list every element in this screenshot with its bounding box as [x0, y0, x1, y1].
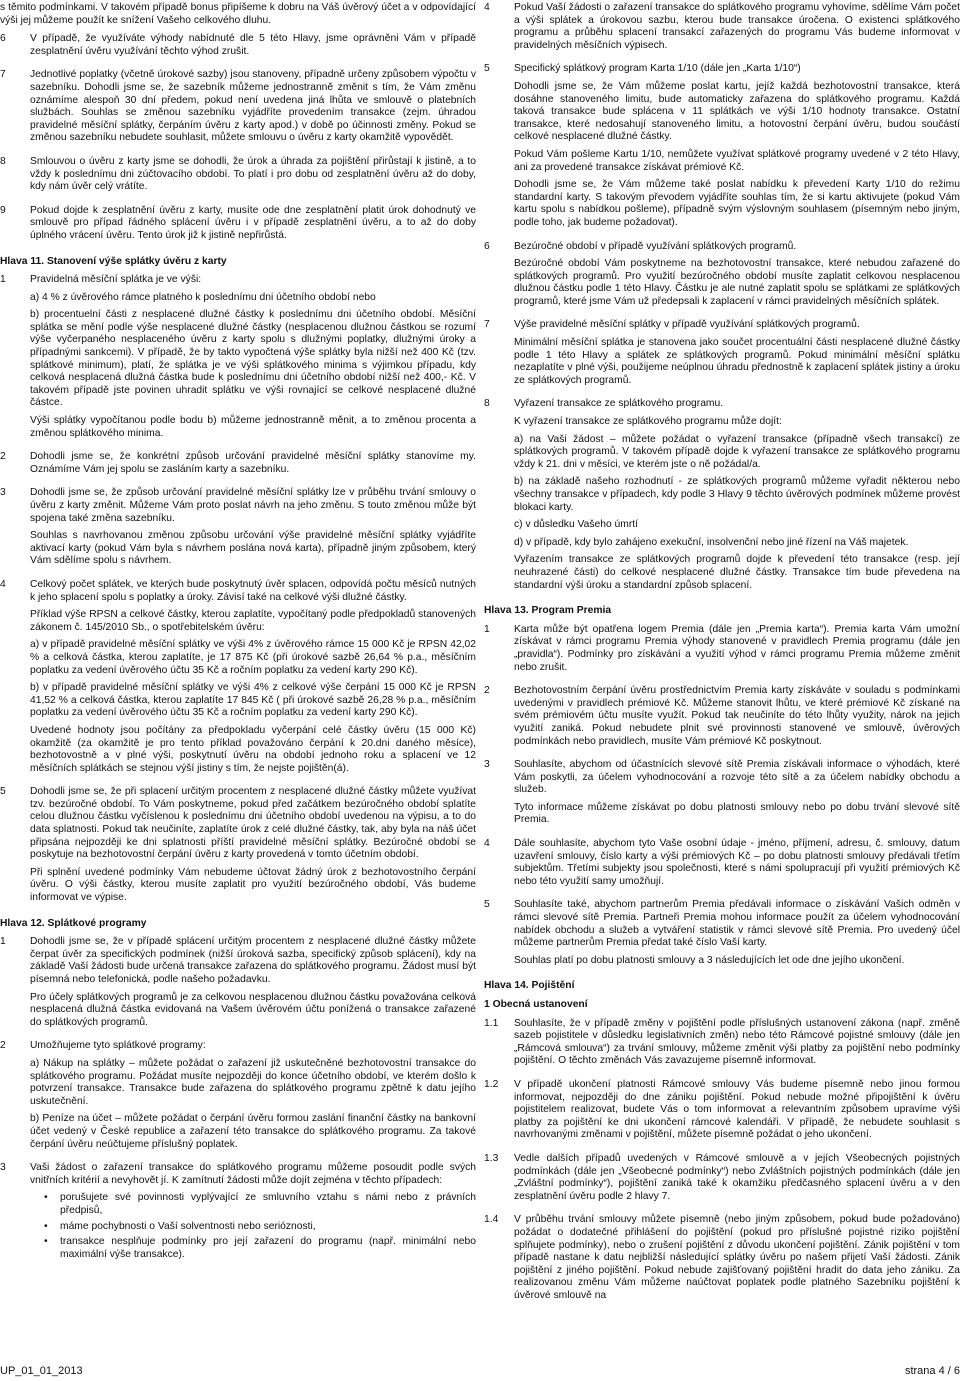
- item-paragraph: Vyřazením transakce ze splátkových programů dojde k převedení této transakce (resp. její neuhrazené části) do celkové nesplacené dlužné částky. Transakce tím bude převedena na standardní výši úroku a standardní způsob splacení.: [514, 554, 960, 591]
- item-4-example-a: a) v případě pravidelné měsíční splátky ve výši 4% z úvěrového rámce 15 000 Kč je RPSN 42,02 % a celková částka, kterou zaplatíte, je 17 875 Kč (při úrokové sazbě 26,64 % p.a., měsíčním poplatku za vedení úvěrového účtu 35 Kč a ročním poplatku za vedení karty 290 Kč).: [30, 639, 476, 676]
- item-paragraph: a) na Vaši žádost – můžete požádat o vyřazení transakce (případně všech transakcí) ze splátkových programů. V takovém případě dojde k vyřazení transakce ze splátkového programu vždy k 21. dni v měsíci, ve kterém jste o ně požádal/a.: [514, 433, 960, 470]
- item-text: Dále souhlasíte, abychom tyto Vaše osobní údaje - jméno, příjmení, adresu, č. smlouvy, datum uzavření smlouvy, číslo karty a výši prémiových Kč – po dobu platnosti smlouvy předávali třetím subjektům. Třetími subjekty jsou společnosti, které s námi spolupracují při využití prémiových Kč nebo této využití samy umožňují.: [514, 838, 960, 887]
- chapter-11-heading: Hlava 11. Stanovení výše splátky úvěru z karty: [0, 255, 227, 267]
- chapter-13-item: [484, 838, 960, 893]
- item-number: 6: [0, 33, 6, 45]
- item-paragraph: Dohodli jsme se, že Vám můžeme také poslat nabídku k převedení Karty 1/10 do režimu standardní karty. S takovým převodem vyjádříte souhlas tím, že si kartu aktivujete (pokud Vám kartu spolu s nabídkou pošleme), případně svým výslovným souhlasem (písemným nebo jiným, podle toho, jak budeme požadovat).: [514, 179, 960, 228]
- chapter-13-item: [484, 759, 960, 832]
- page-number: strana 4 / 6: [904, 1365, 960, 1377]
- item-number: 2: [0, 451, 6, 463]
- item-text: V průběhu trvání smlouvy můžete písemně (nebo jiným způsobem, pokud bude požadováno) požádat o dodatečné přihlášení do pojištění (pokud pro příslušné pojistné riziko pojištění splňujete podmínky), nebo o zrušení pojištění z důvodu ukončení pojištění. Zánik pojištění v tom případě nastane k datu nejbližší následující splátky úvěru po našem přijetí Vaší žádosti. Zánik pojištění z jiného pojištění. Pokud nebude zajišťovaný pojištění hradit do data jeho zániku. Za realizovanou změnu Vám můžeme naúčtovat poplatek podle platného Sazebníku pojištění k úvěrové smlouvě na: [514, 1214, 960, 1301]
- item-paragraph: Souhlas platí po dobu platnosti smlouvy a 3 následujících let ode dne jejího ukončení.: [514, 954, 905, 966]
- item-paragraph: Minimální měsíční splátka je stanovena jako součet procentuální části nesplacené dlužné částky podle 1 této Hlavy a splátek ze splátkových programů. Pokud minimální měsíční splátku nezaplatíte v plné výši, použijeme neúplnou úhradu přednostně k zaplacení splátek jistiny a úroku ze splátkových programů.: [514, 337, 960, 386]
- chapter-12-item-2: [0, 1040, 476, 1156]
- right-column: [484, 2, 960, 1313]
- item-number: 7: [0, 69, 6, 81]
- chapter-10-item: [0, 205, 476, 248]
- item-paragraph: Dohodli jsme se, že Vám můžeme poslat kartu, jejíž každá bezhotovostní transakce, která dosáhne stanoveného limitu, bude automaticky zařazena do splátkového programu. Každá taková transakce bude splácena v 11 splátkách ve výši 1/10 hodnoty transakce. Ostatní transakce, které nedosahují stanoveného limitu, a hotovostní čerpání úvěru, budou součástí celkové nesplacené dlužné částky.: [514, 80, 960, 143]
- chapter-12-items-continued: [484, 2, 960, 597]
- item-4-rpsn-intro: Příklad výše RPSN a celkové částky, kterou zaplatíte, vypočítaný podle předpokladů stanovených zákonem č. 145/2010 Sb., o spotřebitelském úvěru:: [30, 609, 476, 633]
- item-text: Smlouvou o úvěru z karty jsme se dohodli, že úrok a úhrada za pojištění přirůstají k jistině, a to vždy k poslednímu dni zúčtovacího období. To platí i pro dobu od zesplatnění úvěru až do doby, kdy nám úvěr celý vrátíte.: [30, 155, 476, 193]
- item-number: 4: [0, 578, 6, 590]
- item-1-definition: Pro účely splátkových programů je za celkovou nesplacenou dlužnou částku považována celková nesplacená dlužná částka evidovaná na Vašem úvěrovém účtu ponížená o transakce zařazené do splátkových programů.: [30, 991, 476, 1028]
- item-2-text: Dohodli jsme se, že konkrétní způsob určování pravidelné měsíční splátky stanovíme my. Oznámíme Vám jej spolu se zasláním karty a sazebníku.: [30, 451, 476, 475]
- item-paragraph: d) v případě, kdy bylo zahájeno exekuční, insolvenční nebo jiné řízení na Váš majetek.: [514, 536, 909, 548]
- item-text: Souhlasíte, že v případě změny v pojištění podle příslušných ustanovení zákona (např. změně sazeb pojistitele v důsledku legislativních změn) nebo této Rámcové pojistné smlouvy (dále jen „Rámcová smlouva“) za trvání smlouvy, můžeme změnit výši platby za pojištění nebo podmínky pojištění. O těchto změnách Vás zavazujeme písemně informovat.: [514, 1017, 960, 1067]
- item-number: 1: [0, 274, 6, 286]
- item-5-text: Dohodli jsme se, že při splacení určitým procentem z nesplacené dlužné částky můžete využívat tzv. bezúročné období. To Vám poskytneme, pokud před začátkem bezúročného období splatíte celou dlužnou částku vyčíslenou k poslednímu dni účetního období uvedenou na výpisu, a to do data splatnosti. Pokud tak neučiníte, zaplatíte úrok z celé dlužné částky, tak, aby byla na náš účet připsána nejpozději ke dni splatnosti příští pravidelné měsíční splátky. Bezúročné období se poskytuje na bezhotovostní čerpání úvěru z karty provedená v tomto účetním období.: [30, 786, 476, 861]
- chapter-13-item: [484, 899, 960, 972]
- item-paragraph: b) na základě našeho rozhodnutí - ze splátkových programů můžeme vyřadit některou nebo všechny transakce v případech, kdy podle 3 Hlavy 9 těchto úvěrových podmínek můžeme provést blokaci karty.: [514, 476, 960, 513]
- item-1-note: Výši splátky vypočítanou podle bodu b) můžeme jednostranně měnit, a to změnou procenta a změnou splátkového minima.: [30, 415, 476, 439]
- item-text: Pokud Vaší žádosti o zařazení transakce do splátkového programu vyhovíme, sdělíme Vám počet a výši splátek a úrokovou sazbu, kterou bude transakce úročena. O existenci splátkového programu a průběhu splacení transakcí zařazených do programu Vás budeme informovat v pravidelných měsíčních výpisech.: [514, 2, 960, 51]
- chapter-11-item-5: [0, 786, 476, 909]
- item-number: 5: [484, 899, 490, 911]
- chapter-13-item: [484, 685, 960, 753]
- item-number: 2: [484, 685, 490, 697]
- item-text: Specifický splátkový program Karta 1/10 (dále jen „Karta 1/10“): [514, 63, 801, 75]
- item-2-option-b: b) Peníze na účet – můžete požádat o čerpání úvěru formou zaslání finanční částky na bankovní účet vedený v České republice a zařazení této transakce do splátkového programu. Za takové čerpání úvěru neúčtujeme příslušný poplatek.: [30, 1113, 476, 1150]
- chapter-10-items: [0, 33, 476, 247]
- chapter-10-item: [0, 69, 476, 150]
- item-number: 3: [484, 759, 490, 771]
- chapter-14-item: [484, 1214, 960, 1307]
- chapter-12-item-1: [0, 936, 476, 1034]
- chapter-13-item: [484, 624, 960, 679]
- item-number: 9: [0, 204, 6, 216]
- item-paragraph: Bezúročné období Vám poskytneme na bezhotovostní transakce, které nebudou zařazené do splátkových programů. Pro využití bezúročného období musíte zaplatit celkovou nesplacenou dlužnou částku podle 1 této Hlavy. Částku je ale nutné zaplatit spolu se splátkami ze splátkových programů, které jsme Vám už předepsali k zaplacení v rámci pravidelných měsíčních splátek.: [514, 258, 960, 307]
- item-number: 1.1: [484, 1017, 499, 1029]
- chapter-10-item: [0, 156, 476, 199]
- chapter-12-item: [484, 398, 960, 597]
- chapter-11-item-1: [0, 274, 476, 445]
- item-number: 1.4: [484, 1214, 499, 1226]
- item-5-condition: Při splnění uvedené podmínky Vám nebudeme účtovat žádný úrok z bezhotovostního čerpání úvěru. O výši částky, kterou musíte zaplatit pro využití bezúročného období, Vás budeme informovat ve výpise.: [30, 866, 476, 904]
- item-text: Jednotlivé poplatky (včetně úrokové sazby) jsou stanoveny, případně určeny způsobem výpočtu v sazebníku. Dohodli jsme se, že sazebník můžeme jednostranně změnit s tím, že Vám změnu oznámíme alespoň 30 dní předem, pokud není uvedena jiná lhůta ve smlouvě o platebních službách. Souhlas se změnou sazebníku vyjádříte provedením transakce (zejm. úhradou pravidelné měsíční splátky, čerpáním úvěru z karty apod.) v době po účinnosti změny. Pokud se změnou sazebníku nebudete souhlasit, můžete smlouvu o úvěru z karty okamžitě vypovědět.: [30, 69, 476, 144]
- item-text: Vyřazení transakce ze splátkového programu.: [514, 398, 724, 410]
- item-3-text: Vaši žádost o zařazení transakce do splátkového programu můžeme posoudit podle svých vnitřních kritérií a nevyhovět jí. K zamítnutí žádosti může dojít zejména v těchto případech:: [30, 1162, 476, 1186]
- item-text: Pokud dojde k zesplatnění úvěru z karty, musíte ode dne zesplatnění platit úrok dohodnutý ve smlouvě pro případ řádného splácení úvěru i v případě zesplatnění úvěru, a to až do doby úplného vrácení úvěru. Tento úrok již k jistině nepřirůstá.: [30, 204, 476, 241]
- list-item: • máme pochybnosti o Vaší solventnosti nebo serióznosti,: [44, 1221, 476, 1234]
- item-2-intro: Umožňujeme tyto splátkové programy:: [30, 1040, 206, 1052]
- item-number: 4: [484, 2, 490, 13]
- item-number: 7: [484, 319, 490, 331]
- chapter-14-item: [484, 1079, 960, 1147]
- item-text: Souhlasíte, abychom od účastnících slevové sítě Premia získávali informace o výhodách, které Vám poskytli, za účelem vyhodnocování a rozvoje této sítě a za účelem nabídky obchodu a služeb.: [514, 759, 960, 796]
- item-2-option-a: a) Nákup na splátky – můžete požádat o zařazení již uskutečněné bezhotovostní transakce do splátkového programu. Požádat musíte nejpozději do konce účetního období, ve kterém došlo k potvrzení transakce. Transakce bude zařazena do splátkového programu zpětně k datu jejího uskutečnění.: [30, 1057, 476, 1107]
- chapter-13-heading: Hlava 13. Program Premia: [484, 605, 612, 617]
- item-1-option-b: b) procentuelní části z nesplacené dlužné částky k poslednímu dni účetního období. Měsíční splátka se mění podle výše nesplacené dlužné částky (nesplacenou dlužnou částkou se rozumí výše vyčerpaného nesplaceného úvěru z karty spolu s dlužnými poplatky, dlužnými úroky a případnými sankcemi). V případě, že by takto vypočtená výše splátky byla nižší než 400 Kč (tzv. splátkové minimum), platí, že splátka je ve výši splátkového minima s výjimkou případu, kdy celková nesplacená dlužná částka bude k poslednímu dni účetního období nižší než 400,- Kč. V takovém případě jste povinen uhradit splátku ve výši rovnající se celkové nesplacené dlužné částce.: [30, 309, 476, 409]
- chapter-11-item-4: [0, 579, 476, 780]
- item-number: 8: [0, 155, 6, 167]
- item-3-text: Dohodli jsme se, že způsob určování pravidelné měsíční splátky lze v průběhu trvání smlouvy o úvěru z karty změnit. Můžeme Vám proto poslat návrh na jeho změnu. S touto změnou může být spojena také změna sazebníku.: [30, 487, 476, 524]
- chapter-12-item: [484, 241, 960, 314]
- item-4-assumptions: Uvedené hodnoty jsou počítány za předpokladu vyčerpání celé částky úvěru (15 000 Kč) okamžitě (za okamžitě je pro tento příklad považováno čerpání k 20.dni daného měsíce), bezhotovostně a v plné výši, poskytnutí úvěru na období jednoho roku a splacení ve 12 měsíčních splátkách se stejnou výší jistiny s tím, že nejste pojištěn(á).: [30, 724, 476, 774]
- chapter-14-item: [484, 1018, 960, 1073]
- chapter-14-subheading: 1 Obecná ustanovení: [484, 999, 588, 1010]
- item-paragraph: Pokud Vám pošleme Kartu 1/10, nemůžete využívat splátkové programy uvedené v 2 této Hlavy, ani za provedené transakce získávat prémiové Kč.: [514, 148, 960, 173]
- item-text: Výše pravidelné měsíční splátky v případě využívání splátkových programů.: [514, 319, 860, 331]
- document-code: UP_01_01_2013: [0, 1365, 83, 1377]
- item-number: 6: [484, 240, 490, 252]
- item-number: 4: [484, 838, 490, 850]
- chapter-12-item: [484, 63, 960, 234]
- chapter-11-item-3: [0, 487, 476, 573]
- item-1-text: Dohodli jsme se, že v případě splácení určitým procentem z nesplacené dlužné částky můžete čerpat úvěr za specifických podmínek (nižší úroková sazba, specifický způsob splácení), kdy na základě Vaší žádosti bude určená transakce zařazena do splátkového programu. Žádost musí být písemná nebo telefonická, podle našeho požadavku.: [30, 936, 476, 985]
- chapter-14-item: [484, 1153, 960, 1208]
- item-text: V případě, že využíváte výhody nabídnuté dle 5 této Hlavy, jsme oprávněni Vám v případě zesplatnění úvěru využívání těchto výhod zrušit.: [30, 33, 476, 57]
- chapter-12-item: [484, 319, 960, 392]
- chapter-12-heading: Hlava 12. Splátkové programy: [0, 917, 147, 929]
- item-number: 1: [0, 936, 6, 948]
- item-paragraph: c) v důsledku Vašeho úmrtí: [514, 519, 638, 531]
- rejection-reasons-list: [30, 1192, 476, 1261]
- list-item: • transakce nesplňuje podmínky pro její zařazení do programu (např. minimální nebo maximální výše transakce).: [44, 1236, 476, 1261]
- item-number: 1.2: [484, 1078, 499, 1090]
- item-number: 3: [0, 1162, 6, 1174]
- chapter-14-items: [484, 1018, 960, 1308]
- chapter-10-item: [0, 33, 476, 63]
- chapter-12-item: [484, 2, 960, 57]
- item-number: 8: [484, 398, 490, 410]
- item-text: V případě ukončení platnosti Rámcové smlouvy Vás budeme písemně nebo jinou formou informovat, nejpozději do dne zániku pojištění. Pokud nebude možné připojištění k úvěru pojistitelem realizovat, budete Vás o tom informovat a relevantním způsobem upravíme výši platby za pojištění ke dni ukončení rámcové kalendáři. V případě, že nebudete souhlasit s navrhovanými změnami v pojištění, můžete písemně požádat o jeho ukončení.: [514, 1078, 960, 1141]
- item-text: Vedle dalších případů uvedených v Rámcové smlouvě a v jejích Všeobecných pojistných podmínkách (dále jen „Všeobecné podmínky“) nebo Zvláštních pojistných podmínkách (dále jen „Zvláštní podmínky“), pojištění zaniká také k okamžiku předčasného splacení úvěru a v den zesplatnění úvěru podle 2 hlavy 7.: [514, 1152, 960, 1202]
- chapter-11-item-2: [0, 451, 476, 481]
- continued-paragraph: s těmito podmínkami. V takovém případě bonus připíšeme k dobru na Váš úvěrový účet a v odpovídající výši jej můžeme použít ke snížení Vašeho celkového dluhu.: [0, 2, 476, 26]
- item-text: Souhlasíte také, abychom partnerům Premia předávali informace o získávání Vašich odměn v rámci slevové sítě Premia. Partneři Premia mohou informace použít za účelem vyhodnocování nabídek obchodu a služeb a vytváření statistik v rámci slevové sítě Premia. Pro uvedený účel můžeme partnerům Premia předat také číslo Vaší karty.: [514, 899, 960, 949]
- item-number: 3: [0, 487, 6, 499]
- item-number: 1.3: [484, 1152, 499, 1164]
- item-text: Bezhotovostním čerpání úvěru prostřednictvím Premia karty získáváte v souladu s podmínkami uvedenými v pravidlech prémiové Kč. Můžeme stanovit lhůtu, ve které prémiové Kč získané na svém prémiovém účtu musíte využít. Pokud tak neučiníte do této lhůty využity, nárok na jejich využití zaniká. Pokud nebudete plnit své provinnosti stanovené ve smlouvě, úvěrových podmínkách nebo pravidlech, musíte Vám prémiové Kč poskytnout.: [514, 685, 960, 747]
- item-number: 5: [484, 63, 490, 75]
- item-number: 5: [0, 786, 6, 798]
- item-3-consent: Souhlas s navrhovanou změnou způsobu určování výše pravidelné měsíční splátky vyjádříte aktivací karty (pokud Vám byla s návrhem poslána nová karta), případně jiným způsobem, který Vám sdělíme spolu s návrhem.: [30, 530, 476, 567]
- chapter-14-heading: Hlava 14. Pojištění: [484, 980, 575, 992]
- chapter-12-item-3: [0, 1162, 476, 1264]
- item-4-example-b: b) v případě pravidelné měsíční splátky ve výši 4% z celkové výše čerpání 15 000 Kč je RPSN 41,52 % a celková částka, kterou zaplatíte 17 845 Kč ( při úrokové sazbě 26,28 % p.a., měsíčním poplatku za vedení úvěrového účtu 35 Kč a ročním poplatku za vedení karty 290 Kč).: [30, 682, 476, 719]
- item-number: 1: [484, 623, 490, 635]
- list-item: • porušujete své povinnosti vyplývající ze smluvního vztahu s námi nebo z právních předpisů,: [44, 1192, 476, 1217]
- item-text: Karta může být opatřena logem Premia (dále jen „Premia karta“). Premia karta Vám umožní získávat v rámci programu Premia výhody stanovené v pravidlech Premia programu (dále jen „pravidla“). Podmínky pro získávání a využití výhod v rámci programu Premia můžeme změnit nebo zrušit.: [514, 623, 960, 673]
- item-number: 2: [0, 1040, 6, 1052]
- item-1-intro: Pravidelná měsíční splátka je ve výši:: [30, 274, 202, 286]
- item-4-text: Celkový počet splátek, ve kterých bude poskytnutý úvěr splacen, odpovídá počtu měsíců nutných k jeho splacení spolu s poplatky a úroky. Závisí také na celkové výši dlužné částky.: [30, 578, 476, 603]
- left-column: [0, 2, 476, 1270]
- item-1-option-a: a) 4 % z úvěrového rámce platného k poslednímu dni účetního období nebo: [30, 291, 376, 303]
- item-paragraph: Tyto informace můžeme získávat po dobu platnosti smlouvy nebo po dobu trvání slevové sítě Premia.: [514, 801, 960, 826]
- item-text: Bezúročné období v případě využívání splátkových programů.: [514, 240, 797, 252]
- item-paragraph: K vyřazení transakce ze splátkového programu může dojít:: [514, 416, 782, 428]
- chapter-13-items: [484, 624, 960, 973]
